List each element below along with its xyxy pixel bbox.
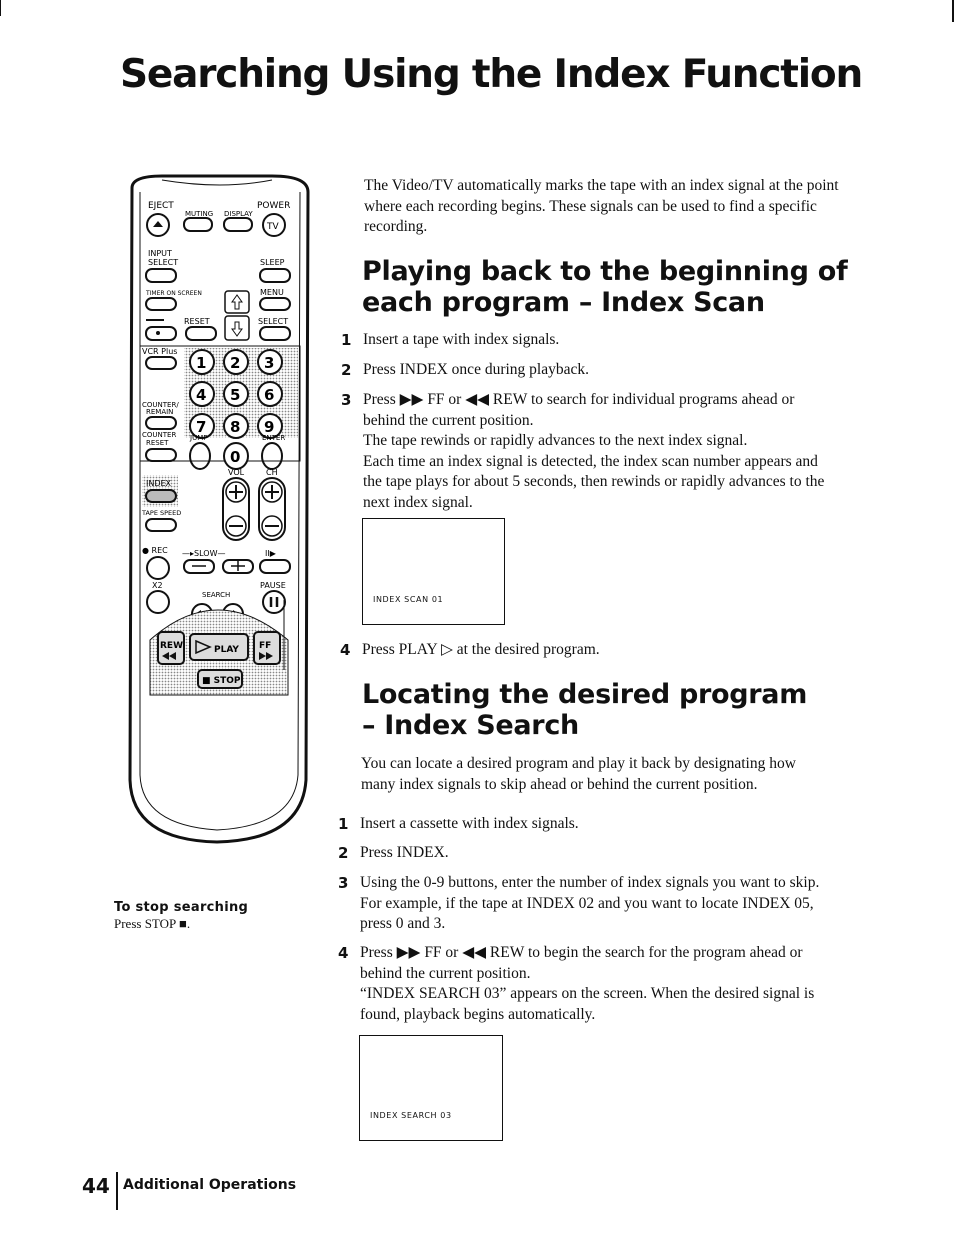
remote-label-tv: TV	[267, 222, 279, 232]
remote-label-vcr-plus: VCR Plus	[142, 347, 178, 356]
stop-searching-text: Press STOP ■.	[114, 916, 191, 931]
step-number: 4	[338, 944, 349, 962]
step-text: Press PLAY ▷ at the desired program.	[362, 641, 600, 658]
index-search-heading-line1: Locating the desired program	[362, 679, 808, 710]
remote-counter-remain-button	[146, 417, 176, 429]
remote-label-pause: PAUSE	[260, 581, 286, 590]
svg-text:0: 0	[230, 448, 241, 466]
remote-label-step: II▶	[265, 549, 276, 558]
remote-index-button	[146, 490, 176, 502]
remote-label-enter: ENTER	[262, 434, 286, 442]
remote-label-reset: RESET	[184, 317, 210, 326]
remote-counter-reset-button	[146, 449, 176, 461]
remote-label-index: INDEX	[146, 479, 172, 488]
remote-menu-button	[260, 298, 290, 310]
svg-text:2: 2	[230, 354, 241, 372]
footer-section-title: Additional Operations	[123, 1177, 297, 1193]
index-search-heading	[362, 679, 807, 741]
svg-text:6: 6	[264, 386, 275, 404]
remote-x2-button	[147, 591, 169, 613]
svg-text:9: 9	[264, 418, 275, 436]
remote-label-input-select-1: INPUT	[148, 249, 172, 258]
step-number: 2	[341, 361, 352, 379]
svg-text:1: 1	[196, 354, 207, 372]
index-scan-screen-text: INDEX SCAN 01	[373, 595, 444, 604]
remote-label-x2: X2	[152, 581, 163, 590]
intro-paragraph: The Video/TV automatically marks the tape with an index signal at the point where each recording begins. These signals can be used to find a specific recording.	[364, 177, 839, 235]
remote-enter-button	[262, 443, 282, 469]
remote-label-jump: JUMP	[190, 434, 208, 442]
remote-label-rec: ● REC	[142, 546, 168, 555]
svg-text:3: 3	[264, 354, 275, 372]
remote-label-slow: —▸SLOW—	[182, 549, 226, 558]
remote-label-counter-reset-2: RESET	[146, 439, 169, 447]
remote-label-muting: MUTING	[185, 210, 214, 218]
remote-label-display: DISPLAY	[224, 210, 253, 218]
index-search-screen	[359, 1035, 503, 1141]
step-number: 2	[338, 844, 349, 862]
remote-step-button	[260, 560, 290, 573]
index-search-intro: You can locate a desired program and play it back by designating how many index signals to skip ahead or behind the current position.	[361, 755, 796, 793]
page-number: 44	[82, 1174, 110, 1198]
stop-searching-title: To stop searching	[114, 900, 249, 915]
remote-label-counter-reset-1: COUNTER	[142, 431, 177, 439]
remote-sleep-button	[260, 269, 290, 282]
remote-label-select: SELECT	[258, 317, 289, 326]
remote-label-ff: FF	[259, 641, 272, 651]
index-scan-heading-line2: each program – Index Scan	[362, 287, 765, 318]
search-step-3: 3 Using the 0-9 buttons, enter the number of index signals you want to skip. For example, if the tape at INDEX 02 and you want to locate INDEX 05, press 0 and 3.	[338, 874, 820, 932]
remote-label-play: PLAY	[214, 645, 239, 655]
step-text: Press INDEX.	[360, 844, 449, 861]
remote-digit-buttons	[190, 350, 282, 438]
remote-jump-button	[190, 443, 210, 469]
index-search-screen-text: INDEX SEARCH 03	[370, 1111, 452, 1120]
search-step-4: 4 Press ▶▶ FF or ◀◀ REW to begin the search for the program ahead or behind the current position. “INDEX SEARCH 03” appears on the screen. When the desired signal is found, playback begins automatically.	[338, 944, 815, 1023]
search-step-1	[338, 814, 579, 835]
remote-label-counter-remain-1: COUNTER/	[142, 401, 179, 409]
step-number: 1	[338, 815, 349, 833]
remote-minus-button	[146, 327, 176, 340]
index-scan-screen	[362, 518, 505, 625]
step-number: 3	[341, 391, 352, 409]
step-number: 3	[338, 874, 349, 892]
svg-text:5: 5	[230, 386, 241, 404]
remote-pause-button	[263, 591, 285, 613]
remote-muting-button	[184, 218, 212, 231]
remote-label-timer: TIMER ON SCREEN	[146, 290, 202, 297]
remote-label-stop: ■ STOP	[202, 676, 241, 686]
step-text: Insert a cassette with index signals.	[360, 815, 579, 832]
step-text: Press INDEX once during playback.	[363, 361, 589, 378]
remote-label-search: SEARCH	[202, 591, 231, 599]
scan-step-4	[340, 640, 600, 661]
step-text: Insert a tape with index signals.	[363, 331, 560, 348]
remote-reset-button	[186, 327, 216, 340]
search-step-2	[338, 843, 449, 864]
index-scan-heading-line1: Playing back to the beginning of	[362, 256, 848, 287]
remote-control-illustration	[122, 170, 312, 850]
svg-text:4: 4	[196, 386, 207, 404]
page-edge-mark-right	[952, 0, 954, 22]
remote-label-menu: MENU	[260, 288, 284, 297]
remote-select-button	[260, 327, 290, 340]
footer-divider	[116, 1172, 118, 1210]
remote-input-select-button	[146, 269, 176, 282]
remote-label-rew: REW	[160, 641, 184, 651]
remote-rec-button	[147, 557, 169, 579]
scan-step-1	[341, 330, 560, 351]
remote-label-ch: CH	[266, 468, 278, 477]
index-search-heading-line2: – Index Search	[362, 710, 579, 741]
index-scan-heading	[362, 256, 847, 318]
remote-label-eject: EJECT	[148, 201, 174, 211]
scan-step-2	[341, 360, 589, 381]
remote-timer-button	[146, 298, 176, 310]
remote-vcr-plus-button	[146, 357, 176, 369]
scan-step-3: 3 Press ▶▶ FF or ◀◀ REW to search for individual programs ahead or behind the current position. The tape rewinds or rapidly advances to the next index signal. Each time an index signal is detected, the index scan number appears and the tape plays for about 5 seconds, then rewinds or rapidly advances to the next index signal.	[341, 391, 825, 511]
svg-text:8: 8	[230, 418, 241, 436]
remote-label-power: POWER	[257, 201, 291, 211]
remote-display-button	[224, 218, 252, 231]
remote-label-sleep: SLEEP	[260, 258, 285, 267]
step-number: 4	[340, 641, 351, 659]
remote-tape-speed-button	[146, 519, 176, 531]
remote-label-tape-speed: TAPE SPEED	[142, 509, 182, 517]
remote-label-vol: VOL	[228, 468, 245, 477]
step-number: 1	[341, 331, 352, 349]
remote-label-counter-remain-2: REMAIN	[146, 408, 174, 416]
page-title: Searching Using the Index Function	[120, 52, 863, 97]
page-edge-mark-left	[0, 0, 1, 16]
remote-label-input-select-2: SELECT	[148, 258, 179, 267]
svg-text:7: 7	[196, 418, 207, 436]
